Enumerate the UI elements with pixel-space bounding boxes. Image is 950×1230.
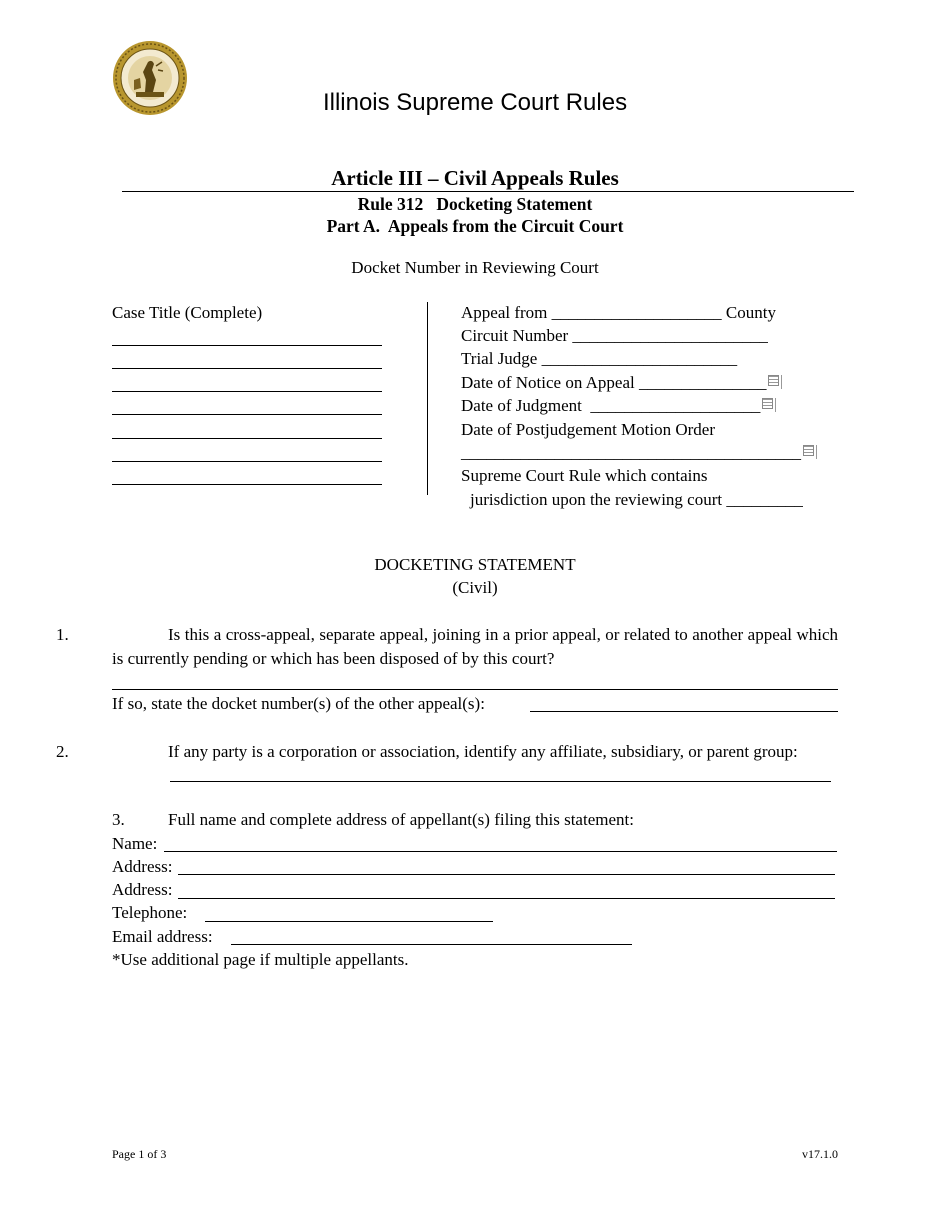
circuit-number-row — [461, 326, 768, 346]
calendar-icon[interactable] — [768, 375, 779, 386]
statement-subtitle: (Civil) — [452, 578, 498, 597]
address-field[interactable] — [178, 874, 835, 875]
name-field[interactable] — [164, 851, 837, 852]
calendar-icon[interactable] — [762, 398, 773, 409]
heading-rule-divider — [122, 191, 854, 192]
address-label: Address: — [112, 880, 173, 899]
circuit-number-field[interactable]: _______________________ — [572, 326, 768, 345]
email-field[interactable] — [231, 944, 632, 945]
question-2-text: If any party is a corporation or association, identify any affiliate, subsidiary, or parent group: — [168, 742, 798, 761]
question-3-text: Full name and complete address of appellant(s) filing this statement: — [168, 810, 634, 829]
question-3-number: 3. — [112, 810, 125, 829]
notice-date-row — [461, 373, 782, 393]
court-title: Illinois Supreme Court Rules — [322, 89, 628, 116]
appeal-from-field[interactable]: ____________________ — [551, 303, 722, 322]
name-label: Name: — [112, 834, 158, 853]
jurisdiction-row — [470, 490, 803, 510]
calendar-icon[interactable] — [803, 445, 814, 456]
field-edge-divider — [781, 375, 782, 389]
case-title-field[interactable] — [112, 484, 382, 485]
affiliate-field[interactable] — [170, 781, 831, 782]
case-title-field[interactable] — [112, 461, 382, 462]
telephone-field[interactable] — [205, 921, 493, 922]
question-1-followup-label: If so, state the docket number(s) of the other appeal(s): — [112, 694, 485, 713]
case-title-field[interactable] — [112, 391, 382, 392]
column-divider — [427, 302, 428, 495]
jurisdiction-label-line-2: jurisdiction upon the reviewing court — [470, 490, 723, 509]
question-1-number: 1. — [56, 625, 69, 644]
email-label: Email address: — [112, 927, 213, 946]
postjudgement-date-field[interactable]: ________________________________________ — [461, 443, 801, 462]
multiple-appellants-note: *Use additional page if multiple appellants. — [112, 950, 409, 969]
trial-judge-label: Trial Judge — [461, 349, 538, 368]
trial-judge-row — [461, 349, 737, 369]
case-title-label: Case Title (Complete) — [112, 303, 263, 322]
question-1 — [56, 623, 838, 671]
case-title-field[interactable] — [112, 414, 382, 415]
field-edge-divider — [816, 445, 817, 459]
question-1-text: Is this a cross-appeal, separate appeal, joining in a prior appeal, or related to another appeal which is currently pending or which has been disposed of by this court? — [112, 625, 838, 668]
statement-title: DOCKETING STATEMENT — [374, 555, 576, 574]
judgment-date-field[interactable]: ____________________ — [586, 396, 761, 415]
postjudgement-label: Date of Postjudgement Motion Order — [461, 420, 716, 439]
jurisdiction-label-line-1: Supreme Court Rule which contains — [461, 466, 708, 485]
article-heading: Article III – Civil Appeals Rules — [331, 166, 619, 190]
version-number: v17.1.0 — [802, 1147, 838, 1161]
address-label: Address: — [112, 857, 173, 876]
telephone-label: Telephone: — [112, 903, 188, 922]
notice-date-field[interactable]: _______________ — [638, 373, 767, 392]
judgment-date-row — [461, 396, 776, 416]
other-appeal-docket-field[interactable] — [530, 711, 838, 712]
appeal-from-label: Appeal from — [461, 303, 548, 322]
address-field[interactable] — [178, 898, 835, 899]
question-1-followup-row — [112, 694, 485, 714]
question-2-number: 2. — [56, 742, 69, 761]
question-2 — [56, 740, 838, 764]
judgment-date-label: Date of Judgment — [461, 396, 582, 415]
case-title-field[interactable] — [112, 438, 382, 439]
docket-number-label: Docket Number in Reviewing Court — [351, 258, 599, 277]
postjudgement-row — [461, 443, 817, 463]
appeal-from-row — [461, 303, 776, 323]
page-number: Page 1 of 3 — [112, 1147, 167, 1161]
jurisdiction-rule-field[interactable]: _________ — [726, 490, 803, 509]
trial-judge-field[interactable]: _______________________ — [541, 349, 738, 368]
appeal-from-county-label: County — [725, 303, 776, 322]
field-edge-divider — [775, 398, 776, 412]
case-title-field[interactable] — [112, 345, 382, 346]
part-heading: Part A. Appeals from the Circuit Court — [326, 216, 624, 236]
notice-date-label: Date of Notice on Appeal — [461, 373, 635, 392]
rule-heading: Rule 312 Docketing Statement — [357, 194, 593, 214]
case-title-field[interactable] — [112, 368, 382, 369]
circuit-number-label: Circuit Number — [461, 326, 569, 345]
question-1-answer-line[interactable] — [112, 689, 838, 690]
